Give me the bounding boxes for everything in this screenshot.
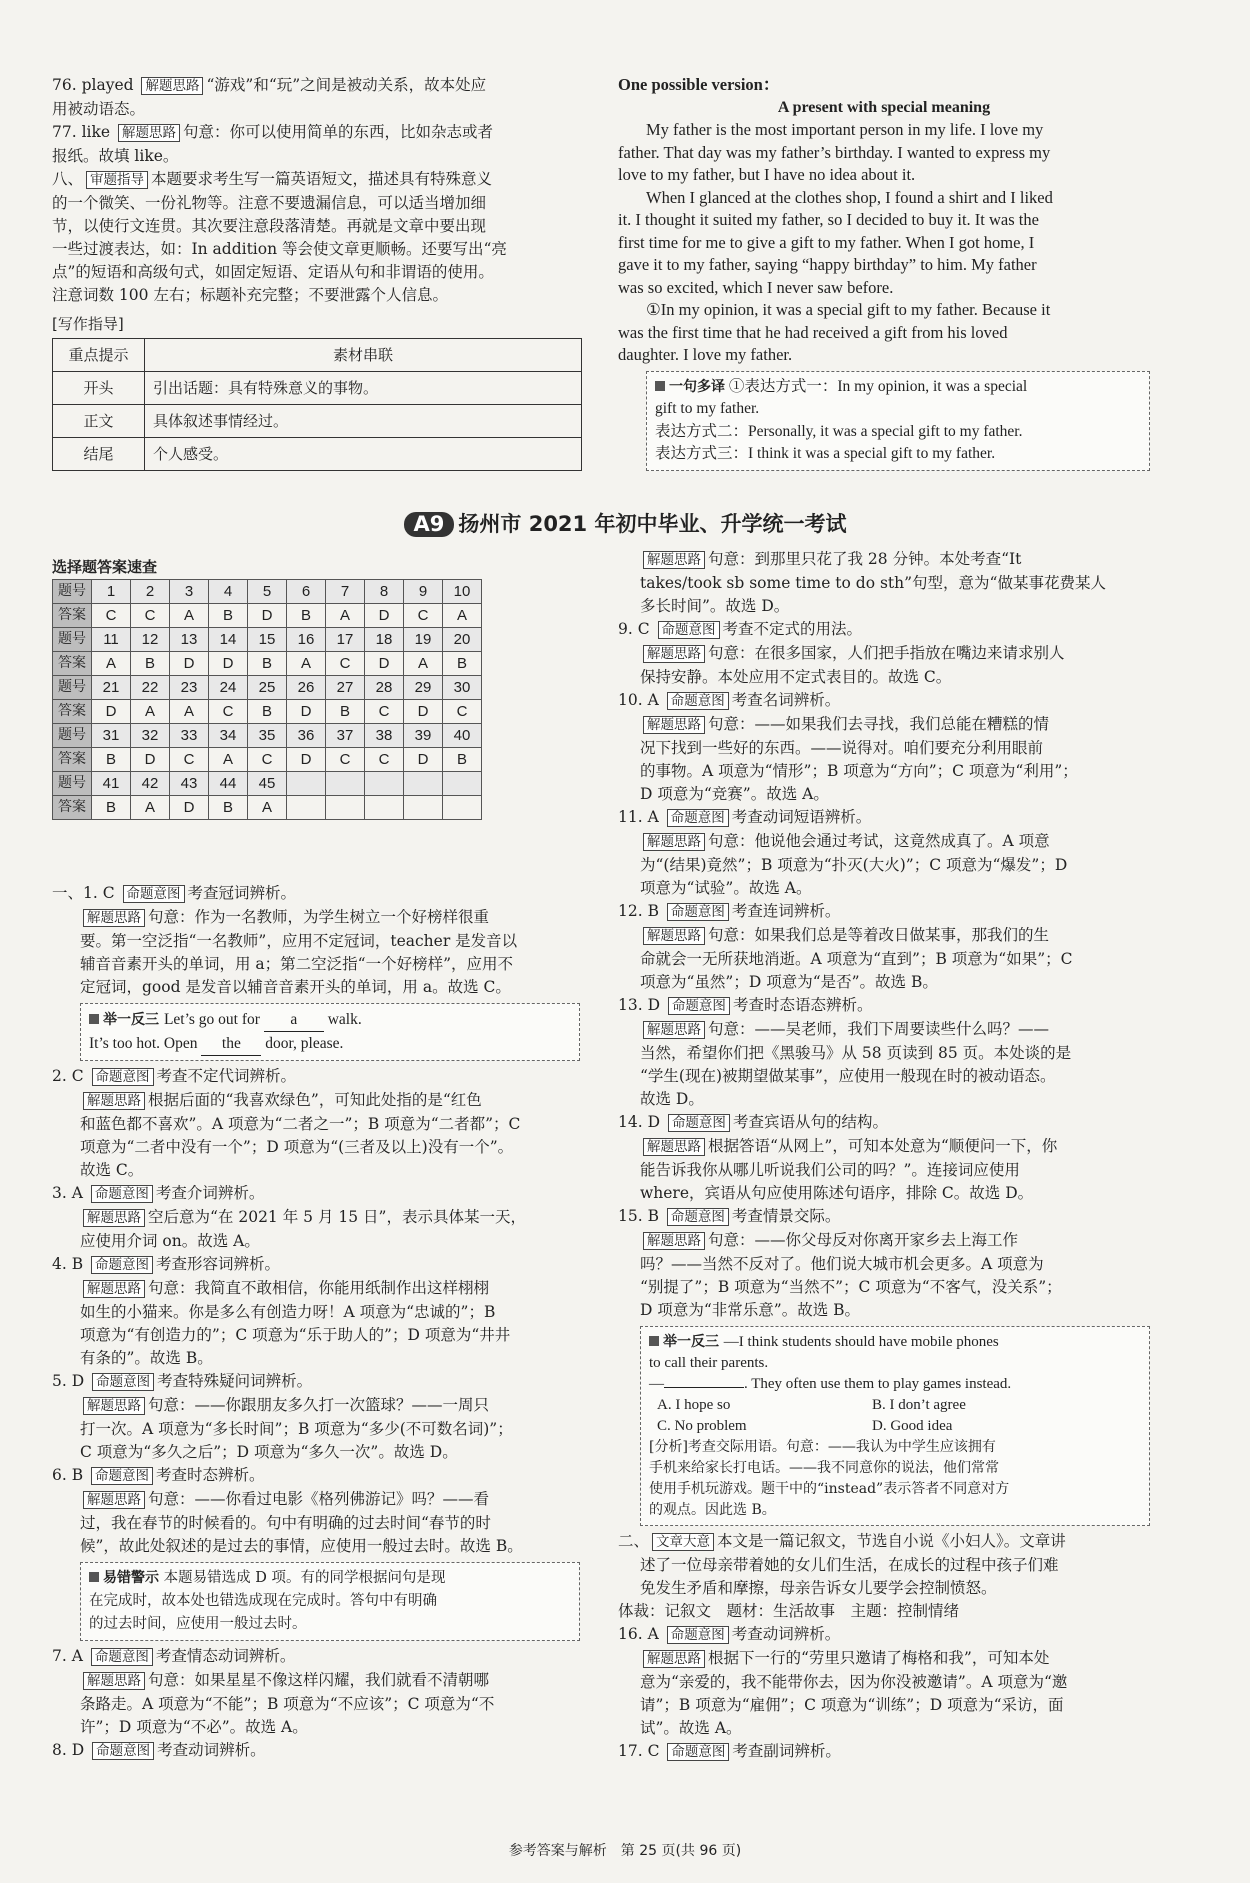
question-number: 1: [92, 580, 131, 604]
essay-line: was so excited, which I never saw before.: [618, 277, 894, 297]
question-number: 5: [248, 580, 287, 604]
question-number: [365, 772, 404, 796]
answer-cell: A: [287, 652, 326, 676]
row-label: 答案: [53, 700, 92, 724]
table-cell: 具体叙述事情经过。: [145, 405, 582, 438]
q77: 77. like 解题思路 句意：你可以使用简单的东西，比如杂志或者: [52, 123, 493, 141]
tag: 解题思路: [141, 77, 203, 95]
question-number: 2: [131, 580, 170, 604]
sec2-head: 二、 文章大意 本文是一篇记叙文，节选自小说《小妇人》。文章讲: [618, 1532, 1066, 1550]
row-label: 题号: [53, 628, 92, 652]
tag: 解题思路: [118, 124, 180, 142]
essay-line: it. I thought it suited my father, so I decided to buy it. It was the: [618, 210, 1039, 229]
answer-cell: B: [248, 700, 287, 724]
question-number: 21: [92, 676, 131, 700]
table-cell: 结尾: [53, 438, 145, 471]
question-number: 31: [92, 724, 131, 748]
row-label: 题号: [53, 772, 92, 796]
answer-cell: C: [326, 748, 365, 772]
question-number: 23: [170, 676, 209, 700]
square-icon: [89, 1572, 99, 1582]
question-number: 26: [287, 676, 326, 700]
row-label: 题号: [53, 724, 92, 748]
translation-box: 一句多译 ①表达方式一：In my opinion, it was a special gift to my father. 表达方式二：Personally, it was a special gift to my father. 表达方式三：I think it was a special gift to my father.: [646, 371, 1150, 471]
question-number: 40: [443, 724, 482, 748]
answer-cell: B: [92, 748, 131, 772]
answer-cell: B: [92, 796, 131, 820]
question-number: 22: [131, 676, 170, 700]
question-number: 16: [287, 628, 326, 652]
essay-line: father. That day was my father’s birthday. I wanted to express my: [618, 142, 1051, 162]
answer-cell: A: [326, 604, 365, 628]
answer-section: [52, 556, 482, 820]
q1-head: 一、1. C 命题意图 考查冠词辨析。: [52, 884, 297, 902]
answer-cell: A: [170, 700, 209, 724]
q76: 76. played 解题思路 “游戏”和“玩”之间是被动关系，故本处应: [52, 76, 487, 94]
row-label: 答案: [53, 748, 92, 772]
essay-line: My father is the most important person in my life. I love my: [646, 120, 1044, 139]
answer-cell: C: [248, 748, 287, 772]
answer-cell: A: [209, 748, 248, 772]
question-number: 20: [443, 628, 482, 652]
question-number: 36: [287, 724, 326, 748]
question-number: 17: [326, 628, 365, 652]
answer-cell: D: [287, 748, 326, 772]
square-icon: [89, 1014, 99, 1024]
answer-cell: C: [365, 748, 404, 772]
sec8-line: 注意词数 100 左右；标题补充完整；不要泄露个人信息。: [52, 286, 448, 304]
q10-head: 10. A 命题意图 考查名词辨析。: [618, 691, 841, 709]
q7-head: 7. A 命题意图 考查情态动词辨析。: [52, 1647, 296, 1665]
q6-head: 6. B 命题意图 考查时态辨析。: [52, 1466, 265, 1484]
answer-title: 选择题答案速查: [52, 558, 158, 576]
sec2-meta: 体裁：记叙文 题材：生活故事 主题：控制情绪: [618, 1602, 960, 1620]
q3-head: 3. A 命题意图 考查介词辨析。: [52, 1184, 265, 1202]
question-number: 6: [287, 580, 326, 604]
question-number: 4: [209, 580, 248, 604]
question-number: 8: [365, 580, 404, 604]
question-number: [443, 772, 482, 796]
warning-box: 易错警示 本题易错选成 D 项。有的同学根据问句是现 在完成时，故本处也错选成现在完成时。答句中有明确 的过去时间，应使用一般过去时。: [80, 1562, 580, 1641]
table-cell: 引出话题：具有特殊意义的事物。: [145, 372, 582, 405]
q4-head: 4. B 命题意图 考查形容词辨析。: [52, 1255, 281, 1273]
q9-head: 9. C 命题意图 考查不定式的用法。: [618, 620, 863, 638]
question-number: 11: [92, 628, 131, 652]
answer-cell: [365, 796, 404, 820]
q76-cont: 用被动语态。: [52, 100, 146, 118]
question-number: 34: [209, 724, 248, 748]
exam-badge: A9: [404, 512, 455, 537]
question-number: 37: [326, 724, 365, 748]
answer-cell: [326, 796, 365, 820]
question-number: 44: [209, 772, 248, 796]
answer-cell: A: [170, 604, 209, 628]
sec8: 八、 审题指导 本题要求考生写一篇英语短文，描述具有特殊意义: [52, 170, 493, 188]
essay-line: When I glanced at the clothes shop, I found a shirt and I liked: [646, 187, 1053, 207]
left-top-column: [52, 74, 580, 471]
essay-line: first time for me to give a gift to my father. When I got home, I: [618, 232, 1035, 252]
answer-cell: D: [170, 796, 209, 820]
q8-head: 8. D 命题意图 考查动词辨析。: [52, 1741, 266, 1759]
sec8-line: 节，以使行文连贯。其次要注意段落清楚。再就是文章中要出现: [52, 217, 487, 235]
row-label: 答案: [53, 604, 92, 628]
row-label: 题号: [53, 676, 92, 700]
q17-head: 17. C 命题意图 考查副词辨析。: [618, 1742, 841, 1760]
q15-head: 15. B 命题意图 考查情景交际。: [618, 1207, 841, 1225]
question-number: 3: [170, 580, 209, 604]
answer-cell: D: [92, 700, 131, 724]
answer-cell: D: [131, 748, 170, 772]
answer-cell: B: [287, 604, 326, 628]
question-number: 28: [365, 676, 404, 700]
question-number: 25: [248, 676, 287, 700]
question-number: [326, 772, 365, 796]
q77-cont: 报纸。故填 like。: [52, 147, 179, 165]
answer-cell: A: [131, 796, 170, 820]
page-footer: 参考答案与解析 第 25 页(共 96 页): [508, 1843, 742, 1859]
answer-cell: C: [326, 652, 365, 676]
answer-cell: C: [443, 700, 482, 724]
question-number: 39: [404, 724, 443, 748]
answer-cell: B: [209, 604, 248, 628]
question-number: 10: [443, 580, 482, 604]
answer-cell: [443, 796, 482, 820]
answer-cell: A: [248, 796, 287, 820]
sec8-line: 一些过渡表达，如：In addition 等会使文章更顺畅。还要写出“亮: [52, 240, 507, 258]
q13-head: 13. D 命题意图 考查时态语态辨析。: [618, 996, 873, 1014]
question-number: 32: [131, 724, 170, 748]
writing-guide-table: [52, 338, 582, 471]
question-number: 15: [248, 628, 287, 652]
answer-cell: B: [443, 748, 482, 772]
practice-box: 举一反三 Let’s go out for a walk. It’s too hot. Open the door, please.: [80, 1003, 580, 1061]
question-number: 7: [326, 580, 365, 604]
answer-cell: C: [170, 748, 209, 772]
square-icon: [649, 1336, 659, 1346]
answer-cell: D: [404, 748, 443, 772]
question-number: 38: [365, 724, 404, 748]
square-icon: [655, 381, 665, 391]
question-number: 41: [92, 772, 131, 796]
question-number: 30: [443, 676, 482, 700]
q12-head: 12. B 命题意图 考查连词辨析。: [618, 902, 841, 920]
q14-head: 14. D 命题意图 考查宾语从句的结构。: [618, 1113, 888, 1131]
answer-cell: B: [248, 652, 287, 676]
answer-table: [52, 579, 482, 820]
sec8-line: 点”的短语和高级句式，如固定短语、定语从句和非谓语的使用。: [52, 263, 494, 281]
answer-cell: A: [404, 652, 443, 676]
answer-cell: C: [365, 700, 404, 724]
q5-head: 5. D 命题意图 考查特殊疑问词辨析。: [52, 1372, 313, 1390]
answer-cell: D: [365, 604, 404, 628]
question-number: 14: [209, 628, 248, 652]
answer-cell: D: [365, 652, 404, 676]
row-label: 答案: [53, 652, 92, 676]
table-cell: 正文: [53, 405, 145, 438]
essay-line: ①In my opinion, it was a special gift to my father. Because it: [646, 300, 1051, 319]
answer-cell: B: [131, 652, 170, 676]
table-cell: 个人感受。: [145, 438, 582, 471]
answer-cell: C: [209, 700, 248, 724]
essay-line: love to my father, but I have no idea about it.: [618, 165, 916, 184]
question-number: 42: [131, 772, 170, 796]
left-body: 一、1. C 命题意图 考查冠词辨析。 解题思路 句意：作为一名教师，为学生树立一个好榜样很重 要。第一空泛指“一名教师”，应用不定冠词，teacher 是发音以 辅音音素开头的单词，用 a；第二空泛指“一个好榜样”，应用不 定冠词，good 是发音以辅音音素开头的单词，用 a。故选 C。 举一反三 Let’s go out for a walk. It’s too hot. Open the door, please. 2. C 命题意图 考查不定代词辨析。 解题思路 根据后面的“我喜欢绿色”，可知此处指的是“红色 和蓝色都不喜欢”。A 项意为“二者之一”；B 项意为“二者都”；C 项意为“二者中没有一个”；D 项意为“(三者及以上)没有一个”。 故选 C。 3. A 命题意图 考查介词辨析。 解题思路 空后意为“在 2021 年 5 月 15 日”，表示具体某一天， 应使用介词 on。故选 A。 4. B 命题意图 考查形容词辨析。 解题思路 句意：我简直不敢相信，你能用纸制作出这样栩栩 如生的小猫来。你是多么有创造力呀！A 项意为“忠诚的”；B 项意为“有创造力的”；C 项意为“乐于助人的”；D 项意为“井井 有条的”。故选 B。 5. D 命题意图 考查特殊疑问词辨析。 解题思路 句意：——你跟朋友多久打一次篮球？——一周只 打一次。A 项意为“多长时间”；B 项意为“多少(不可数名词)”； C 项意为“多久之后”；D 项意为“多久一次”。故选 D。 6. B 命题意图 考查时态辨析。 解题思路 句意：——你看过电影《格列佛游记》吗？——看 过，我在春节的时候看的。句中有明确的过去时间“春节的时 候”，故此处叙述的是过去的事情，应使用一般过去时。故选 B。 易错警示 本题易错选成 D 项。有的同学根据问句是现 在完成时，故本处也错选成现在完成时。答句中有明确 的过去时间，应使用一般过去时。 7. A 命题意图 考查情态动词辨析。 解题思路 句意：如果星星不像这样闪耀，我们就看不清朝哪 条路走。A 项意为“不能”；B 项意为“不应该”；C 项意为“不 许”；D 项意为“不必”。故选 A。 8. D 命题意图 考查动词辨析。: [52, 882, 580, 1763]
table-cell: 开头: [53, 372, 145, 405]
answer-cell: D: [170, 652, 209, 676]
question-number: [287, 772, 326, 796]
essay-line: gave it to my father, saying “happy birthday” to him. My father: [618, 255, 1037, 274]
answer-cell: C: [92, 604, 131, 628]
writing-guide-title: [写作指导]: [52, 315, 124, 333]
answer-cell: D: [209, 652, 248, 676]
version-label: One possible version：: [618, 75, 780, 94]
question-number: 12: [131, 628, 170, 652]
question-number: 19: [404, 628, 443, 652]
right-body: 解题思路 句意：到那里只花了我 28 分钟。本处考查“It takes/took sb some time to do sth”句型，意为“做某事花费某人 多长时间”。故选 D。 9. C 命题意图 考查不定式的用法。 解题思路 句意：在很多国家，人们把手指放在嘴边来请求别人 保持安静。本处应用不定式表目的。故选 C。 10. A 命题意图 考查名词辨析。 解题思路 句意：——如果我们去寻找，我们总能在糟糕的情 况下找到一些好的东西。——说得对。咱们要充分利用眼前 的事物。A 项意为“情形”；B 项意为“方向”；C 项意为“利用”； D 项意为“竞赛”。故选 A。 11. A 命题意图 考查动词短语辨析。 解题思路 句意：他说他会通过考试，这竟然成真了。A 项意 为“(结果)竟然”；B 项意为“扑灭(大火)”；C 项意为“爆发”；D 项意为“试验”。故选 A。 12. B 命题意图 考查连词辨析。 解题思路 句意：如果我们总是等着改日做某事，那我们的生 命就会一无所获地消逝。A 项意为“直到”；B 项意为“如果”；C 项意为“虽然”；D 项意为“是否”。故选 B。 13. D 命题意图 考查时态语态辨析。 解题思路 句意：——吴老师，我们下周要读些什么吗？—— 当然，希望你们把《黑骏马》从 58 页读到 85 页。本处谈的是 “学生(现在)被期望做某事”，应使用一般现在时的被动语态。 故选 D。 14. D 命题意图 考查宾语从句的结构。 解题思路 根据答语“从网上”，可知本处意为“顺便问一下，你 能告诉我你从哪儿听说我们公司的吗？”。连接词应使用 where，宾语从句应使用陈述句语序，排除 C。故选 D。 15. B 命题意图 考查情景交际。 解题思路 句意：——你父母反对你离开家乡去上海工作 吗？——当然不反对了。他们说大城市机会更多。A 项意为 “别提了”；B 项意为“当然不”；C 项意为“不客气，没关系”； D 项意为“非常乐意”。故选 B。 举一反三 —I think students should have mobile phones to call their parents. — . They often use them to play games instead. A. I hope so B. I don’t agree C. No problem D. Good idea [分析]考查交际用语。句意：——我认为中学生应该拥有 手机来给家长打电话。——我不同意你的说法，他们常常 使用手机玩游戏。题干中的“instead”表示答者不同意对方 的观点。因此选 B。 二、 文章大意 本文是一篇记叙文，节选自小说《小妇人》。文章讲 述了一位母亲带着她的女儿们生活，在成长的过程中孩子们难 免发生矛盾和摩擦，母亲告诉女儿要学会控制愤怒。 体裁：记叙文 题材：生活故事 主题：控制情绪 16. A 命题意图 考查动词辨析。 解题思路 根据下一行的“劳里只邀请了梅格和我”，可知本处 意为“亲爱的，我不能带你去，因为你没被邀请”。A 项意为“邀 请”；B 项意为“雇佣”；C 项意为“训练”；D 项意为“采访，面 试”。故选 A。 17. C 命题意图 考查副词辨析。: [640, 548, 1150, 1764]
q16-head: 16. A 命题意图 考查动词辨析。: [618, 1625, 841, 1643]
essay-line: was the first time that he had received a gift from his loved: [618, 322, 1008, 342]
table-head: 素材串联: [145, 339, 582, 372]
question-number: 18: [365, 628, 404, 652]
question-number: 13: [170, 628, 209, 652]
answer-cell: C: [131, 604, 170, 628]
question-number: 35: [248, 724, 287, 748]
answer-cell: [404, 796, 443, 820]
answer-cell: C: [404, 604, 443, 628]
question-number: 24: [209, 676, 248, 700]
sec8-line: 的一个微笑、一份礼物等。注意不要遗漏信息，可以适当增加细: [52, 194, 487, 212]
row-label: 题号: [53, 580, 92, 604]
answer-cell: A: [92, 652, 131, 676]
answer-cell: B: [326, 700, 365, 724]
question-number: 33: [170, 724, 209, 748]
answer-cell: B: [443, 652, 482, 676]
question-number: 43: [170, 772, 209, 796]
answer-cell: D: [248, 604, 287, 628]
question-number: 27: [326, 676, 365, 700]
q11-head: 11. A 命题意图 考查动词短语辨析。: [618, 808, 872, 826]
question-number: [404, 772, 443, 796]
essay-title: A present with special meaning: [777, 98, 991, 116]
practice-box: 举一反三 —I think students should have mobile phones to call their parents. — . They often use them to play games instead. A. I hope so B. I don’t agree C. No problem D. Good idea [分析]考查交际用语。句意：——我认为中学生应该拥有 手机来给家长打电话。——我不同意你的说法，他们常常 使用手机玩游戏。题干中的“instead”表示答者不同意对方 的观点。因此选 B。: [640, 1326, 1150, 1526]
row-label: 答案: [53, 796, 92, 820]
q2-head: 2. C 命题意图 考查不定代词辨析。: [52, 1067, 297, 1085]
exam-title: 扬州市 2021 年初中毕业、升学统一考试: [458, 512, 847, 536]
answer-cell: B: [209, 796, 248, 820]
answer-cell: D: [404, 700, 443, 724]
answer-cell: A: [131, 700, 170, 724]
table-head: 重点提示: [53, 339, 145, 372]
essay-line: daughter. I love my father.: [618, 345, 793, 364]
tag: 审题指导: [86, 171, 148, 189]
answer-cell: D: [287, 700, 326, 724]
answer-cell: A: [443, 604, 482, 628]
exam-banner: [0, 512, 1250, 537]
question-number: 45: [248, 772, 287, 796]
right-top-column: [618, 74, 1150, 475]
question-number: 29: [404, 676, 443, 700]
answer-cell: [287, 796, 326, 820]
question-number: 9: [404, 580, 443, 604]
